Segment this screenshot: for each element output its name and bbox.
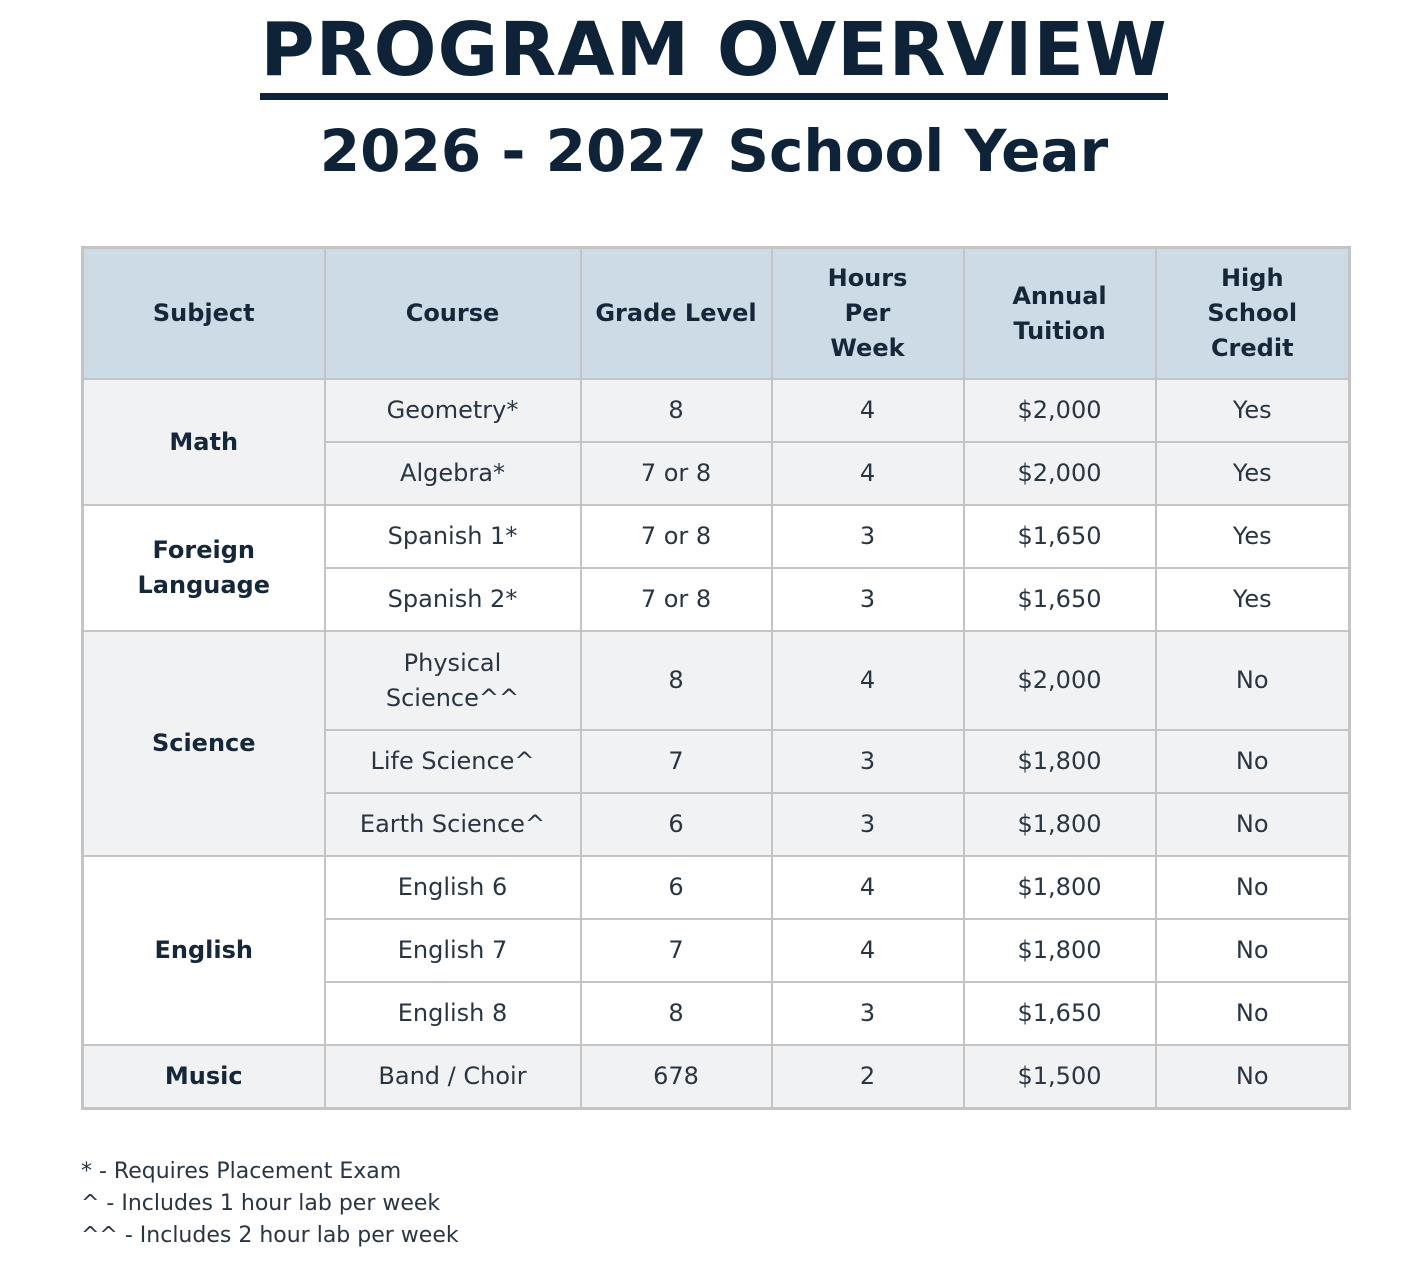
subject-cell: Math bbox=[83, 379, 325, 505]
hours-cell: 3 bbox=[772, 982, 964, 1045]
table-row bbox=[83, 1045, 1350, 1109]
tuition-cell: $1,500 bbox=[964, 1045, 1156, 1109]
tuition-cell: $1,800 bbox=[964, 919, 1156, 982]
grade-cell: 7 bbox=[581, 730, 772, 793]
hours-cell: 2 bbox=[772, 1045, 964, 1109]
tuition-cell: $2,000 bbox=[964, 379, 1156, 442]
course-cell: English 6 bbox=[325, 856, 581, 919]
grade-cell: 7 bbox=[581, 919, 772, 982]
header-annual-tuition: Annual Tuition bbox=[964, 248, 1156, 380]
credit-cell: No bbox=[1156, 856, 1350, 919]
course-cell: Earth Science^ bbox=[325, 793, 581, 856]
course-cell: Physical Science^^ bbox=[325, 631, 581, 730]
subject-cell: Music bbox=[83, 1045, 325, 1109]
course-cell: Life Science^ bbox=[325, 730, 581, 793]
grade-cell: 6 bbox=[581, 793, 772, 856]
footnote-two-hour-lab: ^^ - Includes 2 hour lab per week bbox=[81, 1223, 459, 1248]
footnote-placement-exam: * - Requires Placement Exam bbox=[81, 1159, 402, 1184]
credit-cell: Yes bbox=[1156, 442, 1350, 505]
grade-cell: 6 bbox=[581, 856, 772, 919]
hours-cell: 3 bbox=[772, 793, 964, 856]
grade-cell: 8 bbox=[581, 631, 772, 730]
tuition-cell: $2,000 bbox=[964, 442, 1156, 505]
credit-cell: Yes bbox=[1156, 505, 1350, 568]
table-header-row bbox=[83, 248, 1350, 380]
grade-cell: 7 or 8 bbox=[581, 442, 772, 505]
hours-cell: 3 bbox=[772, 505, 964, 568]
hours-cell: 4 bbox=[772, 856, 964, 919]
page-subtitle: 2026 - 2027 School Year bbox=[319, 117, 1109, 185]
hours-cell: 3 bbox=[772, 730, 964, 793]
page-title-text: PROGRAM OVERVIEW bbox=[260, 7, 1167, 100]
group-english bbox=[83, 856, 1350, 1045]
tuition-cell: $1,650 bbox=[964, 568, 1156, 631]
subject-cell: English bbox=[83, 856, 325, 1045]
hours-cell: 3 bbox=[772, 568, 964, 631]
grade-cell: 8 bbox=[581, 982, 772, 1045]
group-math bbox=[83, 379, 1350, 505]
footnotes bbox=[81, 1156, 459, 1252]
credit-cell: No bbox=[1156, 982, 1350, 1045]
tuition-cell: $1,650 bbox=[964, 982, 1156, 1045]
subject-cell: Science bbox=[83, 631, 325, 856]
grade-cell: 678 bbox=[581, 1045, 772, 1109]
credit-cell: No bbox=[1156, 1045, 1350, 1109]
tuition-cell: $1,800 bbox=[964, 856, 1156, 919]
credit-cell: Yes bbox=[1156, 379, 1350, 442]
hours-cell: 4 bbox=[772, 919, 964, 982]
table-row bbox=[83, 505, 1350, 568]
credit-cell: Yes bbox=[1156, 568, 1350, 631]
course-cell: Band / Choir bbox=[325, 1045, 581, 1109]
tuition-cell: $1,800 bbox=[964, 730, 1156, 793]
header-hours-per-week: Hours Per Week bbox=[772, 248, 964, 380]
credit-cell: No bbox=[1156, 793, 1350, 856]
course-cell: Algebra* bbox=[325, 442, 581, 505]
group-foreign-language bbox=[83, 505, 1350, 631]
table-row bbox=[83, 379, 1350, 442]
course-cell: English 7 bbox=[325, 919, 581, 982]
grade-cell: 7 or 8 bbox=[581, 505, 772, 568]
header-grade-level: Grade Level bbox=[581, 248, 772, 380]
footnote-one-hour-lab: ^ - Includes 1 hour lab per week bbox=[81, 1191, 441, 1216]
course-cell: English 8 bbox=[325, 982, 581, 1045]
table-row bbox=[83, 631, 1350, 730]
course-cell: Spanish 1* bbox=[325, 505, 581, 568]
group-science bbox=[83, 631, 1350, 856]
tuition-cell: $1,650 bbox=[964, 505, 1156, 568]
group-music bbox=[83, 1045, 1350, 1109]
header-subject: Subject bbox=[83, 248, 325, 380]
grade-cell: 7 or 8 bbox=[581, 568, 772, 631]
hours-cell: 4 bbox=[772, 379, 964, 442]
credit-cell: No bbox=[1156, 631, 1350, 730]
tuition-cell: $2,000 bbox=[964, 631, 1156, 730]
course-cell: Spanish 2* bbox=[325, 568, 581, 631]
hours-cell: 4 bbox=[772, 631, 964, 730]
tuition-cell: $1,800 bbox=[964, 793, 1156, 856]
header-course: Course bbox=[325, 248, 581, 380]
header-high-school-credit: High School Credit bbox=[1156, 248, 1350, 380]
course-cell: Geometry* bbox=[325, 379, 581, 442]
program-table bbox=[81, 246, 1351, 1110]
grade-cell: 8 bbox=[581, 379, 772, 442]
credit-cell: No bbox=[1156, 730, 1350, 793]
table-row bbox=[83, 856, 1350, 919]
page-title bbox=[0, 4, 1428, 96]
hours-cell: 4 bbox=[772, 442, 964, 505]
credit-cell: No bbox=[1156, 919, 1350, 982]
subject-cell: Foreign Language bbox=[83, 505, 325, 631]
